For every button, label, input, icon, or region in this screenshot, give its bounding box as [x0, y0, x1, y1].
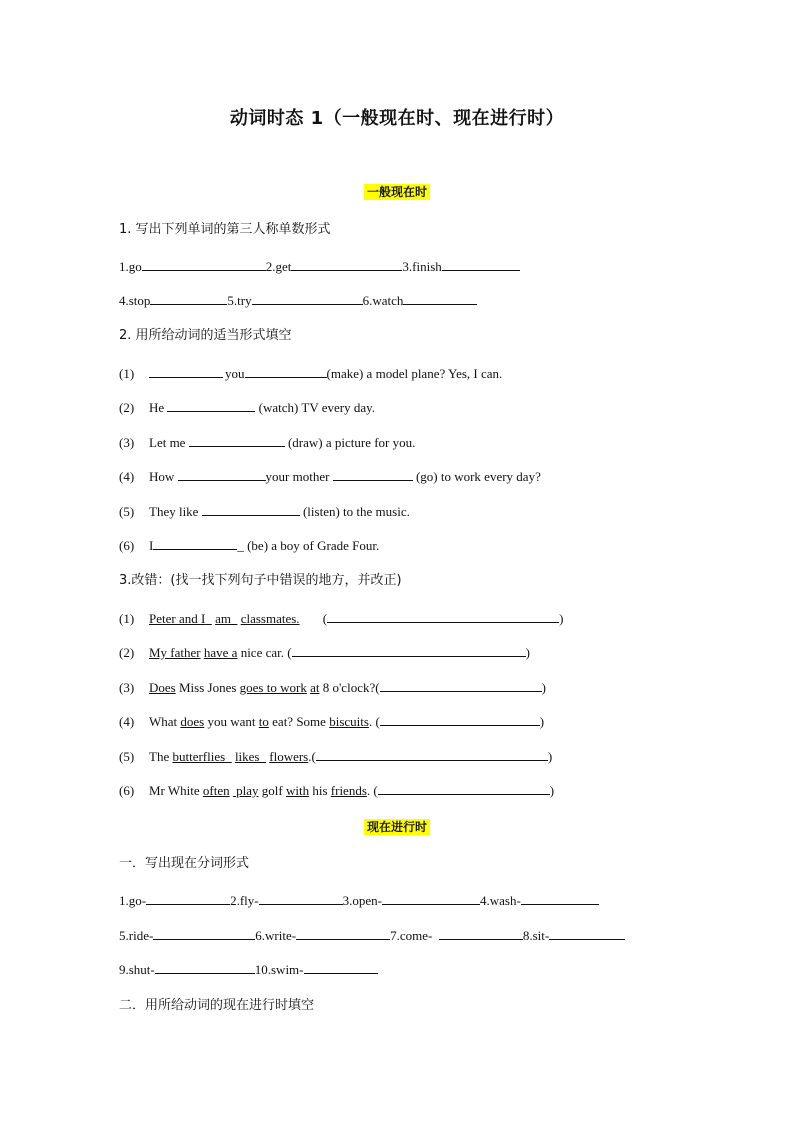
sentence-text: What: [149, 714, 178, 729]
answer-blank[interactable]: [259, 892, 343, 905]
answer-blank[interactable]: [304, 961, 378, 974]
answer-blank[interactable]: [549, 927, 625, 940]
underlined-segment: Peter and I: [149, 611, 206, 626]
correction-item-2: [119, 644, 530, 661]
underlined-segment: am: [215, 611, 231, 626]
word-prompt: 8.sit-: [522, 928, 550, 943]
sentence-text: (draw) a picture for you.: [287, 435, 416, 450]
answer-blank[interactable]: [245, 365, 327, 378]
sentence-text: Let me: [149, 435, 186, 450]
question-2-title: 二．用所给动词的现在进行时填空: [119, 998, 315, 1013]
word-prompt: 1.go-: [119, 893, 147, 908]
sentence-text: They like: [149, 504, 199, 519]
bracket-close: ): [539, 714, 545, 729]
third-person-row-2: [119, 292, 477, 309]
answer-blank[interactable]: [178, 468, 266, 481]
word-prompt: 4.wash-: [479, 893, 521, 908]
answer-blank[interactable]: [153, 927, 255, 940]
answer-blank[interactable]: [521, 892, 599, 905]
correction-blank[interactable]: [378, 782, 550, 795]
section-heading-simple-present: [0, 183, 794, 200]
word-prompt: 5.try: [227, 293, 252, 308]
answer-blank[interactable]: [439, 927, 523, 940]
fill-item-1: [119, 365, 502, 382]
underlined-segment: play: [236, 783, 259, 798]
item-number: (3): [119, 680, 135, 695]
underlined-segment: My father: [149, 645, 201, 660]
word-prompt: 6.watch: [362, 293, 404, 308]
underlined-segment: goes to work: [239, 680, 307, 695]
sentence-text: (go) to work every day?: [415, 469, 541, 484]
word-prompt: 2.fly-: [230, 893, 259, 908]
correction-blank[interactable]: [327, 610, 559, 623]
answer-blank[interactable]: [153, 537, 237, 550]
underlined-segment: at: [310, 680, 320, 695]
word-prompt: 2.get: [265, 259, 292, 274]
underlined-segment: with: [285, 783, 310, 798]
correction-blank[interactable]: [292, 644, 526, 657]
sentence-text: you want: [207, 714, 256, 729]
answer-blank[interactable]: [296, 927, 390, 940]
correction-item-6: [119, 782, 554, 799]
highlighted-heading: 现在进行时: [364, 819, 430, 835]
answer-blank[interactable]: [403, 292, 477, 305]
item-number: (1): [119, 366, 135, 381]
question-3-title: 3.改错：(找一找下列句子中错误的地方，并改正): [119, 573, 402, 588]
underlined-segment: Does: [149, 680, 176, 695]
answer-blank[interactable]: [442, 258, 520, 271]
sentence-text: _ (be) a boy of Grade Four.: [237, 538, 380, 553]
correction-blank[interactable]: [380, 679, 542, 692]
bracket-close: ): [525, 645, 530, 660]
sentence-text: (make) a model plane? Yes, I can.: [326, 366, 503, 381]
item-number: (4): [119, 714, 135, 729]
word-prompt: 7.come-: [390, 928, 433, 943]
sentence-text: How: [149, 469, 175, 484]
underlined-segment: flowers: [269, 749, 309, 764]
underlined-segment: does: [180, 714, 205, 729]
sentence-text: 8 o'clock?(: [322, 680, 380, 695]
question-2-title: 2. 用所给动词的适当形式填空: [119, 328, 292, 343]
underlined-segment: butterflies: [172, 749, 226, 764]
fill-item-2: [119, 399, 375, 416]
correction-item-5: [119, 748, 552, 765]
fill-item-6: [119, 537, 379, 554]
underlined-segment: often: [202, 783, 230, 798]
fill-item-5: [119, 503, 410, 520]
item-number: (4): [119, 469, 135, 484]
item-number: (6): [119, 538, 135, 553]
sentence-text: The: [149, 749, 170, 764]
correction-blank[interactable]: [316, 748, 548, 761]
bracket-close: ): [547, 749, 553, 764]
item-number: (6): [119, 783, 135, 798]
sentence-text: . (: [368, 714, 380, 729]
sentence-text: eat? Some: [272, 714, 326, 729]
answer-blank[interactable]: [333, 468, 413, 481]
page-title: 动词时态 1（一般现在时、现在进行时）: [229, 108, 565, 129]
word-prompt: 1.go: [119, 259, 142, 274]
item-number: (5): [119, 504, 135, 519]
word-prompt: 5.ride-: [119, 928, 154, 943]
sentence-text: (watch) TV every day.: [258, 400, 376, 415]
answer-blank[interactable]: [150, 292, 227, 305]
sentence-text: your mother: [265, 469, 330, 484]
participle-row-1: [119, 892, 599, 909]
sentence-text: (listen) to the music.: [302, 504, 410, 519]
word-prompt: 4.stop: [119, 293, 151, 308]
question-1-title: 1. 写出下列单词的第三人称单数形式: [119, 222, 331, 237]
answer-blank[interactable]: [146, 892, 230, 905]
sentence-text: golf: [261, 783, 283, 798]
participle-row-3: [119, 961, 378, 978]
underlined-segment: to: [258, 714, 269, 729]
sentence-text: Mr White: [149, 783, 200, 798]
sentence-text: .(: [308, 749, 316, 764]
underlined-segment: likes: [234, 749, 260, 764]
answer-blank[interactable]: [382, 892, 480, 905]
bracket-close: ): [541, 680, 546, 695]
bracket-close: ): [549, 783, 555, 798]
word-prompt: 3.open-: [342, 893, 382, 908]
fill-item-3: [119, 434, 415, 451]
highlighted-heading: 一般现在时: [364, 184, 430, 200]
sentence-text: He: [149, 400, 165, 415]
bracket-open: (: [322, 611, 328, 626]
answer-blank[interactable]: [252, 292, 363, 305]
sentence-text: nice car. (: [240, 645, 292, 660]
answer-blank[interactable]: [149, 365, 223, 378]
answer-blank[interactable]: [142, 258, 266, 271]
answer-blank[interactable]: [189, 434, 285, 447]
section-heading-present-continuous: [0, 818, 794, 835]
sentence-text: Miss Jones: [178, 680, 237, 695]
third-person-row-1: [119, 258, 520, 275]
question-1-title: 一．写出现在分词形式: [119, 856, 250, 871]
item-number: (5): [119, 749, 135, 764]
answer-blank[interactable]: [202, 503, 300, 516]
fill-item-4: [119, 468, 541, 485]
sentence-text: his: [312, 783, 328, 798]
item-number: (3): [119, 435, 135, 450]
word-prompt: 3.finish: [402, 259, 442, 274]
underlined-segment: biscuits: [329, 714, 369, 729]
answer-blank[interactable]: [155, 961, 255, 974]
correction-item-1: [119, 610, 563, 627]
item-number: (2): [119, 400, 135, 415]
item-number: (2): [119, 645, 135, 660]
sentence-text: you: [225, 366, 245, 381]
correction-item-3: [119, 679, 546, 696]
sentence-text: . (: [366, 783, 378, 798]
item-number: (1): [119, 611, 135, 626]
correction-blank[interactable]: [380, 713, 540, 726]
correction-item-4: [119, 713, 544, 730]
word-prompt: 9.shut-: [119, 962, 155, 977]
underlined-segment: have a: [203, 645, 238, 660]
underlined-segment: friends: [330, 783, 367, 798]
answer-blank[interactable]: [291, 258, 402, 271]
participle-row-2: [119, 927, 625, 944]
underlined-segment: classmates.: [240, 611, 300, 626]
bracket-close: ): [559, 611, 564, 626]
word-prompt: 6.write-: [255, 928, 297, 943]
word-prompt: 10.swim-: [254, 962, 304, 977]
answer-blank[interactable]: [167, 399, 255, 412]
sentence-text: I: [149, 538, 154, 553]
